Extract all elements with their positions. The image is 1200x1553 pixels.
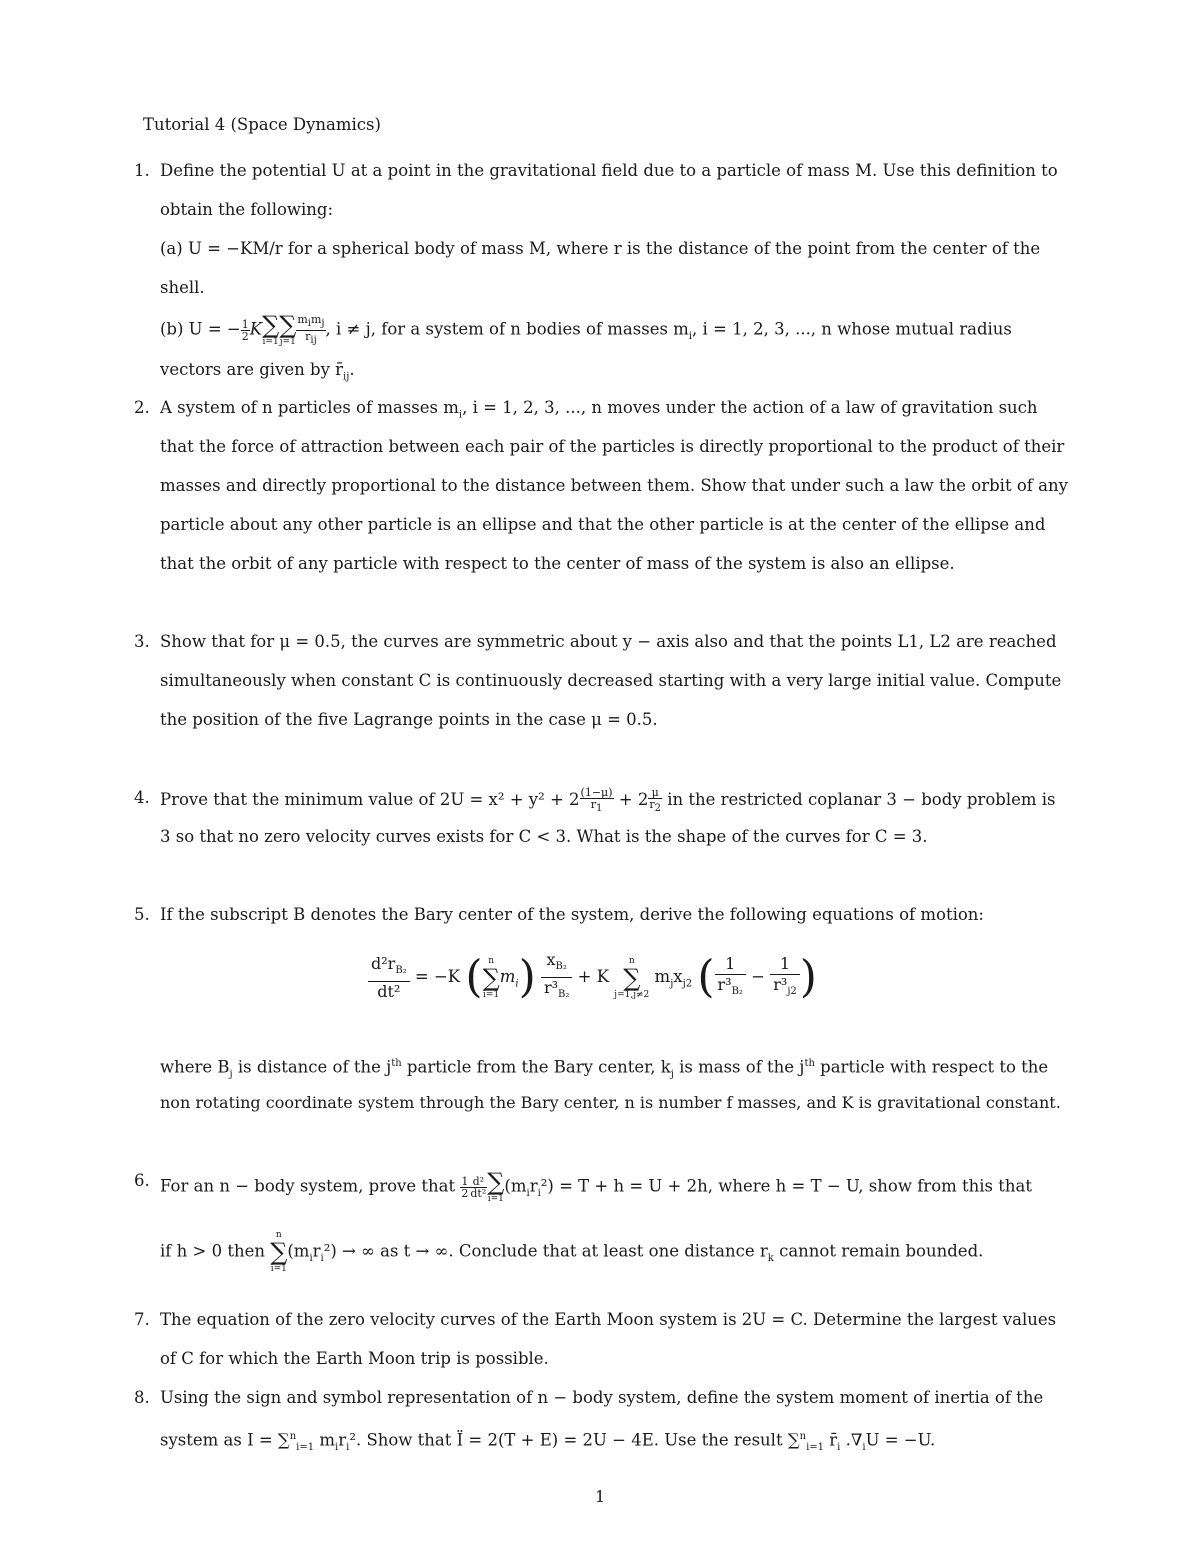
q6-line2: if h > 0 then n ∑ i=1 $(m_ir_i^2)$ → ∞ as t → ∞. Conclude that at least one distance $r_k$ cannot remain bounded.	[160, 1230, 984, 1274]
q3-line3: the position of the five Lagrange points in the case μ = 0.5.	[160, 710, 658, 729]
q4-fraction-1: $\frac{(1-\mu)}{r_1}$	[580, 786, 613, 815]
q4-fraction-2: $\frac{\mu}{r_2}$	[649, 786, 661, 815]
q1-line2: obtain the following:	[160, 200, 334, 219]
q5-lhs-fraction: $\frac{d^2r_{B_2}}{\text{dt²}}$	[368, 954, 410, 1002]
q1b-sum-i: ∑ i=1	[262, 311, 280, 347]
q3-line1: Show that for μ = 0.5, the curves are symmetric about y − axis also and that the points L1, L2 are reached	[160, 632, 1057, 651]
page-number: 1	[595, 1487, 606, 1506]
q2-line4: particle about any other particle is an ellipse and that the other particle is at the center of the ellipse and	[160, 515, 1046, 534]
page-title: Tutorial 4 (Space Dynamics)	[143, 115, 381, 134]
q2-line2: that the force of attraction between each pair of the particles is directly proportional to the product of their	[160, 437, 1065, 456]
q8-number: 8.	[134, 1388, 150, 1407]
q2-line3: masses and directly proportional to the distance between them. Show that under such a law the orbit of any	[160, 476, 1068, 495]
q5-where-line1: where $B_j$ is distance of the $j^{th}$ particle from the Bary center, $k_j$ is mass of the $j^{th}$ particle with respect to the	[160, 1057, 1049, 1080]
q5-where-line2: non rotating coordinate system through the Bary center, n is number f masses, and K is gravitational constant.	[160, 1093, 1061, 1112]
q5-mid-fraction: $\frac{x_{B_2}}{r^3_{B_2}}$	[541, 950, 572, 1005]
q1b-mass-fraction: $\frac{m_im_j}{r_{ij}}$	[297, 313, 325, 346]
q7-line2: of C for which the Earth Moon trip is possible.	[160, 1349, 549, 1368]
q1a-line2: shell.	[160, 278, 205, 297]
q1b-line1: (b) U = − $\frac{1}{2}$ K ∑ i=1 ∑ j=1 $\frac{m_im_j}{r_{ij}}$ , i ≠ j, for a system of n bodies of masses $m_i$, i = 1, 2, 3, ..., n whose mutual radius	[160, 311, 1012, 347]
q7-number: 7.	[134, 1310, 150, 1329]
q1b-line2: vectors are given by $r̄_{ij}$.	[160, 360, 355, 383]
q1a-line1: (a) U = −KM/r for a spherical body of mass M, where r is the distance of the point from the center of the	[160, 239, 1041, 258]
q1-number: 1.	[134, 161, 150, 180]
q1b-suffix2: , i = 1, 2, 3, ..., n whose mutual radius	[692, 319, 1012, 339]
q2-number: 2.	[134, 398, 150, 417]
q8-line2: system as I = ∑$^n_{i=1}$ $m_ir_i^2$. Show that Ï = 2(T + E) = 2U − 4E. Use the result ∑$^n_{i=1}$ $r̄_i$ $.\nabla_iU = -U$.	[160, 1430, 936, 1453]
q1b-half-fraction: $\frac{1}{2}$	[241, 317, 249, 343]
q2-line5: that the orbit of any particle with respect to the center of mass of the system is also an ellipse.	[160, 554, 955, 573]
q1b-suffix: , i ≠ j, for a system of n bodies of masses m	[325, 319, 689, 339]
q5-number: 5.	[134, 905, 150, 924]
q7-line1: The equation of the zero velocity curves of the Earth Moon system is 2U = C. Determine the largest values	[160, 1310, 1057, 1329]
q3-line2: simultaneously when constant C is continuously decreased starting with a very large initial value. Compute	[160, 671, 1062, 690]
q4-number: 4.	[134, 788, 150, 807]
q2-line1: A system of n particles of masses $m_i$, i = 1, 2, 3, ..., n moves under the action of a law of gravitation such	[160, 398, 1038, 421]
q3-number: 3.	[134, 632, 150, 651]
q4-line1: Prove that the minimum value of 2U = x² + y² + 2 $\frac{(1-\mu)}{r_1}$ + 2 $\frac{\mu}{r_2}$ in the restricted coplanar 3 − body problem is	[160, 786, 1056, 815]
q1b-prefix: (b) U = −	[160, 319, 241, 339]
q8-line1: Using the sign and symbol representation of n − body system, define the system moment of inertia of the	[160, 1388, 1044, 1407]
q6-number: 6.	[134, 1171, 150, 1190]
q1b-sum-j: ∑ j=1	[279, 311, 297, 347]
q5-line1: If the subscript B denotes the Bary center of the system, derive the following equations of motion:	[160, 905, 984, 924]
q1-line1: Define the potential U at a point in the gravitational field due to a particle of mass M. Use this definition to	[160, 161, 1058, 180]
q4-line2: 3 so that no zero velocity curves exists for C < 3. What is the shape of the curves for C = 3.	[160, 827, 928, 846]
q6-line1: For an n − body system, prove that $\frac{1}{2}$ $\frac{\text{d²}}{\text{dt²}}$ ∑ i=1 $(m_ir_i^2) = T + h = U + 2h$, where h = T − U, show from this that	[160, 1168, 1032, 1204]
q5-equation: $\frac{d^2r_{B_2}}{\text{dt²}}$ = −K ( n ∑ i=1 $m_i$) $\frac{x_{B_2}}{r^3_{B_2}}$ + K n ∑ j=1,j≠2 $m_jx_{j2}$ ( $\frac{1}{r^3_{B_2}}$ − $\frac{1}{r^3_{j2}}$ )	[368, 950, 817, 1005]
